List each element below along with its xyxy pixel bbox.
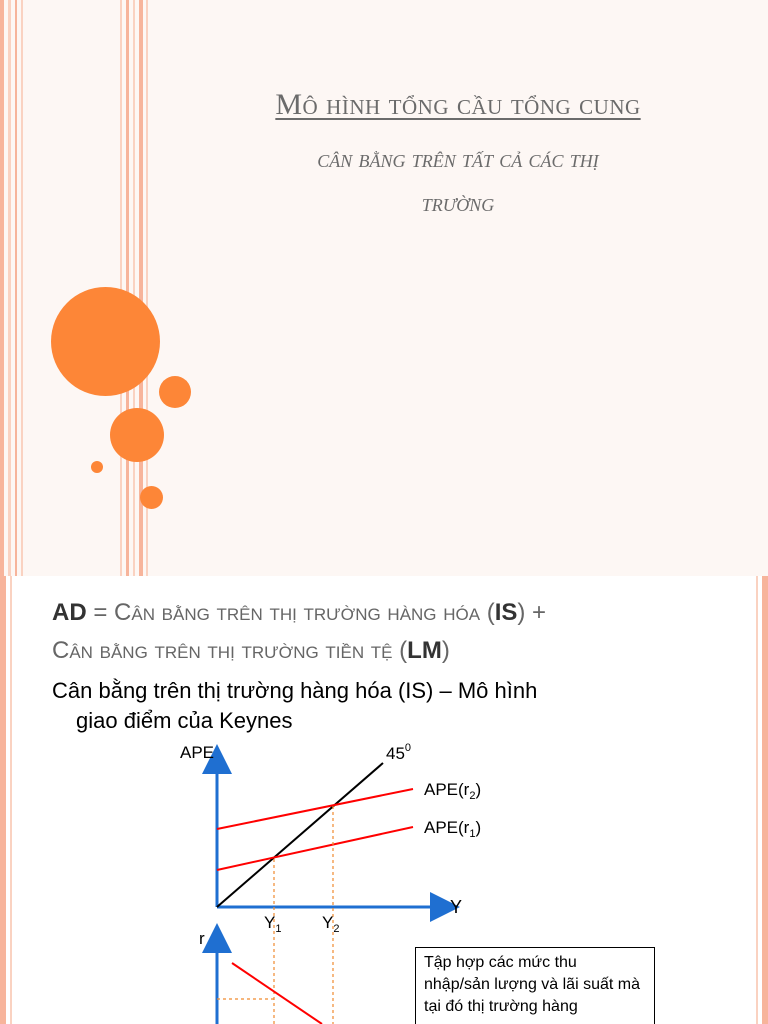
heading-part1: Cân bằng trên thị trường hàng hóa (: [114, 599, 495, 626]
x-tick-y1: $Y_1$: [264, 913, 282, 935]
title-block: [150, 88, 766, 226]
heading-part3: Cân bằng trên thị trường tiền tệ (: [52, 637, 408, 664]
heading-eq: =: [86, 599, 115, 626]
body-line-2: giao điểm của Keynes: [76, 708, 293, 733]
x-tick-y2: $Y_2$: [322, 913, 340, 935]
content-slide: [0, 576, 768, 1024]
heading-part4: ): [441, 637, 450, 664]
line-45-degree: [217, 763, 383, 907]
note-box: Tập hợp các mức thu nhập/sản lượng và lãi suất mà tại đó thị trường hàng: [415, 947, 655, 1024]
decorative-circle-tiny: [91, 461, 103, 473]
slide-title: Mô hình tổng cầu tổng cung: [275, 88, 641, 121]
series-ape-r2-label: $APE(r_2)$: [424, 780, 482, 802]
lower-y-axis-label: r: [199, 929, 205, 948]
is-curve-line: [232, 963, 322, 1024]
subtitle-line-2: trường: [421, 190, 495, 217]
heading-ad: AD: [52, 599, 87, 626]
x-axis-label: Y: [450, 897, 463, 917]
decorative-circle-small: [159, 376, 191, 408]
heading-part2: ) +: [517, 599, 547, 626]
slide-subtitle: [150, 138, 766, 226]
subtitle-line-1: cân bằng trên tất cả các thị: [317, 146, 599, 173]
line-45-label: $45^0$: [386, 742, 412, 763]
decorative-circle-large: [51, 287, 160, 396]
body-line-1: Cân bằng trên thị trường hàng hóa (IS) – Mô hình: [52, 678, 538, 703]
y-axis-label: APE: [180, 743, 215, 762]
heading-is: IS: [494, 599, 518, 626]
decorative-stripes: [0, 0, 150, 576]
series-ape-r1-line: [217, 827, 413, 870]
series-ape-r1-label: $APE(r_1)$: [424, 818, 482, 840]
decorative-circle-medium: [110, 408, 164, 462]
heading-lm: LM: [407, 637, 442, 664]
decorative-circle-dot: [140, 486, 163, 509]
